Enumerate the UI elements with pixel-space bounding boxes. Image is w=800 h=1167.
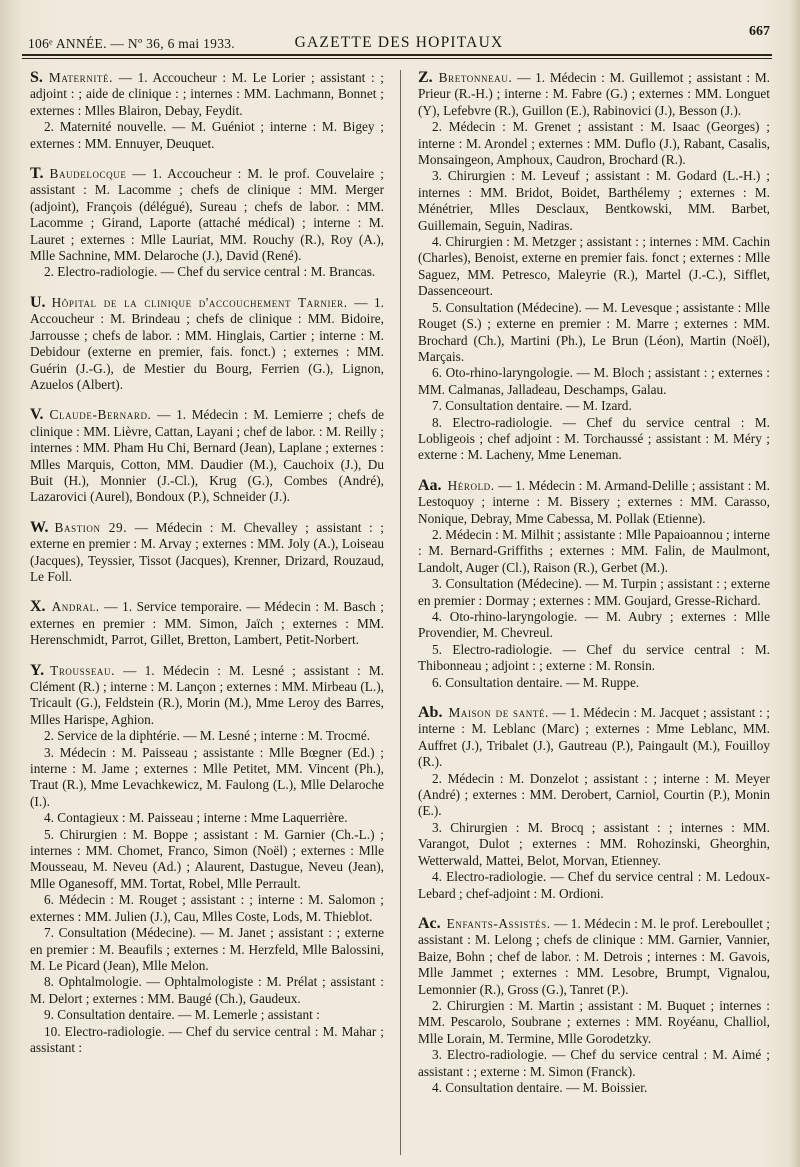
- paragraph-text: 3. Chirurgien : M. Brocq ; assistant : ; internes : MM. Varangot, Dulot ; externes : MM. Rohozinski, Gheorghin, Wetterwald, Mattei, Belot, Morvan, Etienney.: [418, 819, 770, 868]
- section-letter: Aa.: [418, 476, 442, 494]
- service-paragraph: [418, 119, 770, 168]
- service-paragraph: [418, 820, 770, 869]
- paragraph-text: — 1. Médecin : M. Lemierre ; chefs de clinique : MM. Lièvre, Cattan, Layani ; chef de labor. : M. Reilly ; internes : MM. Pham Hu Chi, Bernard (Jean), Laplane ; externes : Mlles Marquis, Cotton, MM. Daudier (M.), Cauchoix (J.), Du Buit (H.), Monnier (J.-Cl.), Krug (G.), Combes (André), Lazarovici (Aurel), Bondoux (P.), Schneider (J.).: [30, 407, 384, 505]
- service-paragraph: [418, 398, 770, 414]
- hospital-name: Bretonneau.: [438, 70, 513, 85]
- paragraph-text: — 1. Service temporaire. — Médecin : M. Basch ; externes en premier : MM. Simon, Jaïch ; externes : MM. Herenschmidt, Parrot, Gillet, Bretton, Lambert, Petit-Norbert.: [30, 599, 384, 648]
- section-letter: Ac.: [418, 914, 441, 932]
- service-paragraph: [30, 892, 384, 925]
- paragraph-text: — 1. Médecin : M. le prof. Lereboullet ; assistant : M. Lelong ; chefs de clinique : MM. Garnier, Vannier, Baize, Bohn ; chef de labor. : M. Detrois ; internes : M. Gavois, Mlle Jammet ; externes : MM. Lesobre, Brumpt, Vignalou, Lemonnier (R.), Gross (G.), Tanret (P.).: [418, 915, 770, 997]
- hospital-section: [30, 166, 384, 281]
- service-paragraph: [418, 1080, 770, 1096]
- section-letter: S.: [30, 69, 43, 86]
- hospital-name: Maison de santé.: [448, 705, 549, 721]
- hospital-name: Claude-Bernard.: [49, 407, 152, 423]
- header-rule: [22, 54, 772, 56]
- paragraph-text: 10. Electro-radiologie. — Chef du service central : M. Mahar ; assistant :: [30, 1023, 384, 1055]
- paragraph-text: 5. Consultation (Médecine). — M. Levesque ; assistante : Mlle Rouget (S.) ; externe en premier : M. Marre ; externes : MM. Brochard (Ch.), Martini (Ph.), Le Brun (Léon), Martin (Noël), Marçais.: [418, 299, 770, 364]
- service-paragraph: [418, 70, 770, 119]
- service-paragraph: [30, 70, 384, 119]
- service-paragraph: [30, 166, 384, 264]
- page-number: 667: [749, 24, 770, 39]
- hospital-name: Hôpital de la clinique d'accouchement Tarnier.: [51, 294, 348, 310]
- hospital-section: [418, 70, 770, 464]
- paragraph-text: 2. Service de la diphtérie. — M. Lesné ; interne : M. Trocmé.: [44, 728, 371, 744]
- service-paragraph: [418, 771, 770, 820]
- hospital-section: [418, 478, 770, 691]
- paragraph-text: 5. Electro-radiologie. — Chef du service central : M. Thibonneau ; adjoint : ; externe : M. Ronsin.: [418, 641, 770, 674]
- paragraph-text: 8. Ophtalmologie. — Ophtalmologiste : M. Prélat ; assistant : M. Delort ; externes : MM. Baugé (Ch.), Gaudeux.: [30, 974, 384, 1006]
- hospital-name: Hérold.: [447, 477, 495, 493]
- left-column: [30, 70, 384, 1070]
- paragraph-text: — 1. Médecin : M. Armand-Delille ; assistant : M. Lestoquoy ; interne : M. Bissery ; externes : MM. Carasso, Nonique, Debray, Mme Cabessa, M. Pollak (Etienne).: [418, 477, 771, 526]
- section-letter: U.: [30, 293, 46, 311]
- hospital-section: [30, 70, 384, 152]
- section-letter: Ab.: [418, 704, 443, 722]
- service-paragraph: [30, 663, 384, 729]
- paragraph-text: — 1. Accoucheur : M. Brindeau ; chefs de clinique : MM. Bidoire, Jarrousse ; chefs de labor. : MM. Hinglais, Cartier ; interne : M. Debidour (externe en premier, fais. fonct.) ; externes : MM. Guérin (J.-G.), de Mestier du Bourg, Ferrien (G.), Lignon, Azuelos (Albert).: [30, 294, 385, 392]
- section-letter: Z.: [418, 69, 433, 86]
- column-divider: [400, 70, 401, 1155]
- section-letter: X.: [30, 598, 46, 616]
- paragraph-text: — 1. Accoucheur : M. Le Lorier ; assistant : ; adjoint : ; aide de clinique : ; internes : MM. Lachmann, Bonnet ; externes : Mlles Blairon, Debay, Feydit.: [30, 70, 384, 118]
- service-paragraph: [30, 728, 384, 744]
- service-paragraph: [418, 527, 770, 576]
- paragraph-text: 3. Médecin : M. Paisseau ; assistante : Mlle Bœgner (Ed.) ; interne : M. Jame ; externes : Mlle Petitet, MM. Vincent (Ph.), Traut (R.), Mme Levachkewicz, M. Faulong (L.), Mlle Delaroche (I.).: [30, 744, 384, 809]
- page-header: [28, 22, 770, 58]
- section-letter: T.: [30, 165, 44, 183]
- paragraph-text: 4. Oto-rhino-laryngologie. — M. Aubry ; externes : Mlle Provendier, M. Chevreul.: [418, 609, 770, 641]
- service-paragraph: [418, 869, 770, 902]
- paragraph-text: — Médecin : M. Chevalley ; assistant : ; externe en premier : M. Arvay ; externes : MM. Joly (A.), Loiseau (Jacques), Teyssier, Tissot (Jacques), Krenner, Drizard, Rouzaud, Le Foll.: [30, 519, 384, 584]
- hospital-name: Maternité.: [48, 70, 114, 85]
- right-column: [418, 70, 770, 1110]
- service-paragraph: [418, 478, 770, 527]
- hospital-section: [30, 663, 384, 1057]
- service-paragraph: [418, 168, 770, 234]
- service-paragraph: [30, 1007, 384, 1023]
- paragraph-text: 2. Médecin : M. Milhit ; assistante : Mlle Papaioannou ; interne : M. Bernard-Griffiths ; externes : MM. Falin, de Maulmont, Landolt, Auger (Cl.), Raison (R.), Gerbet (M.).: [418, 526, 770, 575]
- section-letter: V.: [30, 406, 44, 424]
- service-paragraph: [30, 264, 384, 280]
- journal-title: GAZETTE DES HOPITAUX: [294, 34, 504, 51]
- service-paragraph: [418, 415, 770, 464]
- paragraph-text: 2. Maternité nouvelle. — M. Guéniot ; interne : M. Bigey ; externes : MM. Ennuyer, Deuquet.: [30, 119, 384, 151]
- service-paragraph: [418, 675, 770, 691]
- service-paragraph: [418, 705, 770, 771]
- paragraph-text: 4. Consultation dentaire. — M. Boissier.: [432, 1079, 648, 1095]
- paragraph-text: 5. Chirurgien : M. Boppe ; assistant : M. Garnier (Ch.-L.) ; internes : MM. Chomet, Franco, Simon (Noël) ; externes : Mlle Mousseau, M. Neveu (Ad.) ; Alaurent, Dastugue, Neveu (Jean), Mlle Oganesoff, MM. Tortat, Robel, Mlle Perrault.: [30, 826, 384, 891]
- hospital-section: [418, 916, 770, 1096]
- service-paragraph: [418, 300, 770, 366]
- paragraph-text: 2. Chirurgien : M. Martin ; assistant : M. Buquet ; internes : MM. Pescarolo, Soubrane ; externes : MM. Royéanu, Challiol, Mlle Lorain, M. Termine, Mlle Gorodetzky.: [418, 997, 770, 1046]
- service-paragraph: [30, 520, 384, 586]
- service-paragraph: [418, 609, 770, 642]
- service-paragraph: [418, 576, 770, 609]
- header-rule-thin: [22, 58, 772, 59]
- paragraph-text: 7. Consultation dentaire. — M. Izard.: [432, 398, 632, 414]
- service-paragraph: [418, 998, 770, 1047]
- hospital-name: Bastion 29.: [54, 519, 128, 535]
- paragraph-text: 3. Electro-radiologie. — Chef du service central : M. Aimé ; assistant : ; externe : M. Simon (Franck).: [418, 1047, 770, 1079]
- service-paragraph: [418, 916, 770, 998]
- service-paragraph: [30, 810, 384, 826]
- hospital-section: [418, 705, 770, 902]
- hospital-name: Andral.: [51, 599, 100, 615]
- hospital-section: [30, 520, 384, 586]
- service-paragraph: [30, 745, 384, 811]
- service-paragraph: [30, 925, 384, 974]
- paragraph-text: 3. Chirurgien : M. Leveuf ; assistant : M. Godard (L.-H.) ; internes : MM. Bridot, Boidet, Barthélemy ; externes : M. Ménétrier, Mlles Desclaux, Bentkowski, MM. Barbet, Guillemain, Seguin, Nadiras.: [418, 168, 770, 233]
- paragraph-text: 2. Médecin : M. Donzelot ; assistant : ; interne : M. Meyer (André) ; externes : MM. Derobert, Carniol, Courtin (P.), Monin (E.).: [418, 770, 770, 819]
- paragraph-text: 8. Electro-radiologie. — Chef du service central : M. Lobligeois ; chef adjoint : M. Torchaussé ; assistant : M. Méry ; externe : M. Lacheny, Mme Leneman.: [418, 414, 770, 463]
- service-paragraph: [30, 407, 384, 505]
- service-paragraph: [418, 365, 770, 398]
- section-letter: W.: [30, 518, 49, 536]
- paragraph-text: 4. Chirurgien : M. Metzger ; assistant : ; internes : MM. Cachin (Charles), Benoist, externe en premier fais. fonct ; externes : Mlle Saguez, MM. Petresco, Maleyrie (R.), Martel (J.-C.), Sifflet, Dassenceourt.: [418, 234, 770, 299]
- paragraph-text: — 1. Accoucheur : M. le prof. Couvelaire ; assistant : M. Lacomme ; chefs de clinique : MM. Merger (adjoint), François (délégué), Sureau ; chefs de labor. : MM. Lacomme ; Girand, Laporte (attaché médical) ; interne : M. Lauret ; externes : Mlle Lauriat, MM. Rouchy (R.), Roy (A.), Mlle Sachnine, MM. Delaroche (J.), David (René).: [30, 166, 384, 264]
- paragraph-text: 6. Oto-rhino-laryngologie. — M. Bloch ; assistant : ; externes : MM. Calmanas, Jalladeau, Deschamps, Galau.: [418, 365, 770, 397]
- paragraph-text: 6. Médecin : M. Rouget ; assistant : ; interne : M. Salomon ; externes : MM. Julien (J.), Cau, Mlles Coste, Lods, M. Thieblot.: [30, 892, 384, 924]
- section-letter: Y.: [30, 661, 45, 679]
- service-paragraph: [30, 974, 384, 1007]
- paragraph-text: 4. Electro-radiologie. — Chef du service central : M. Ledoux-Lebard ; chef-adjoint : M. Ordioni.: [418, 869, 770, 901]
- hospital-name: Enfants-Assistés.: [446, 915, 551, 931]
- paragraph-text: — 1. Médecin : M. Guillemot ; assistant : M. Prieur (R.-H.) ; interne : M. Fabre (G.) ; externes : MM. Longuet (Y), Lefebvre (R.), Guillon (E.), Rabinovici (J.), Besson (J.).: [418, 70, 770, 118]
- service-paragraph: [418, 642, 770, 675]
- service-paragraph: [30, 1024, 384, 1057]
- hospital-name: Baudelocque: [49, 166, 127, 182]
- service-paragraph: [30, 295, 384, 393]
- hospital-name: Trousseau.: [50, 662, 116, 678]
- paragraph-text: 2. Electro-radiologie. — Chef du service central : M. Brancas.: [44, 264, 376, 280]
- paragraph-text: — 1. Médecin : M. Jacquet ; assistant : ; interne : M. Leblanc (Marc) ; externes : Mme Leblanc, MM. Auffret (J.), Tribalet (J.), Gautreau (P.), Paingault (M.), Fouilloy (R.).: [418, 705, 770, 770]
- hospital-section: [30, 599, 384, 648]
- paragraph-text: 4. Contagieux : M. Paisseau ; interne : Mme Laquerrière.: [44, 810, 348, 826]
- service-paragraph: [418, 1047, 770, 1080]
- service-paragraph: [30, 827, 384, 893]
- issue-info: 106ᵉ ANNÉE. — Nº 36, 6 mai 1933.: [28, 36, 235, 51]
- paragraph-text: — 1. Médecin : M. Lesné ; assistant : M. Clément (R.) ; interne : M. Lançon ; externes : MM. Mirbeau (L.), Tricault (G.), Feldstein (R.), Morin (M.), Mme Leroy des Barres, Mlles Harispe, Aghion.: [30, 662, 384, 727]
- paragraph-text: 9. Consultation dentaire. — M. Lemerle ; assistant :: [44, 1007, 320, 1023]
- service-paragraph: [30, 119, 384, 152]
- paragraph-text: 3. Consultation (Médecine). — M. Turpin ; assistant : ; externe en premier : Dormay ; externes : MM. Goujard, Gresse-Richard.: [418, 576, 770, 608]
- paragraph-text: 2. Médecin : M. Grenet ; assistant : M. Isaac (Georges) ; interne : M. Arondel ; externes : MM. Duflo (J.), Rabant, Casalis, Monsaingeon, Amphoux, Caudron, Brochard (R.).: [418, 119, 770, 168]
- hospital-section: [30, 407, 384, 505]
- service-paragraph: [30, 599, 384, 648]
- paragraph-text: 7. Consultation (Médecine). — M. Janet ; assistant : ; externe en premier : M. Beaufils ; externes : M. Herzfeld, Mlle Balossini, M. Le Picard (Jean), Mlle Melon.: [30, 925, 384, 973]
- hospital-section: [30, 295, 384, 393]
- paragraph-text: 6. Consultation dentaire. — M. Ruppe.: [432, 674, 640, 690]
- service-paragraph: [418, 234, 770, 300]
